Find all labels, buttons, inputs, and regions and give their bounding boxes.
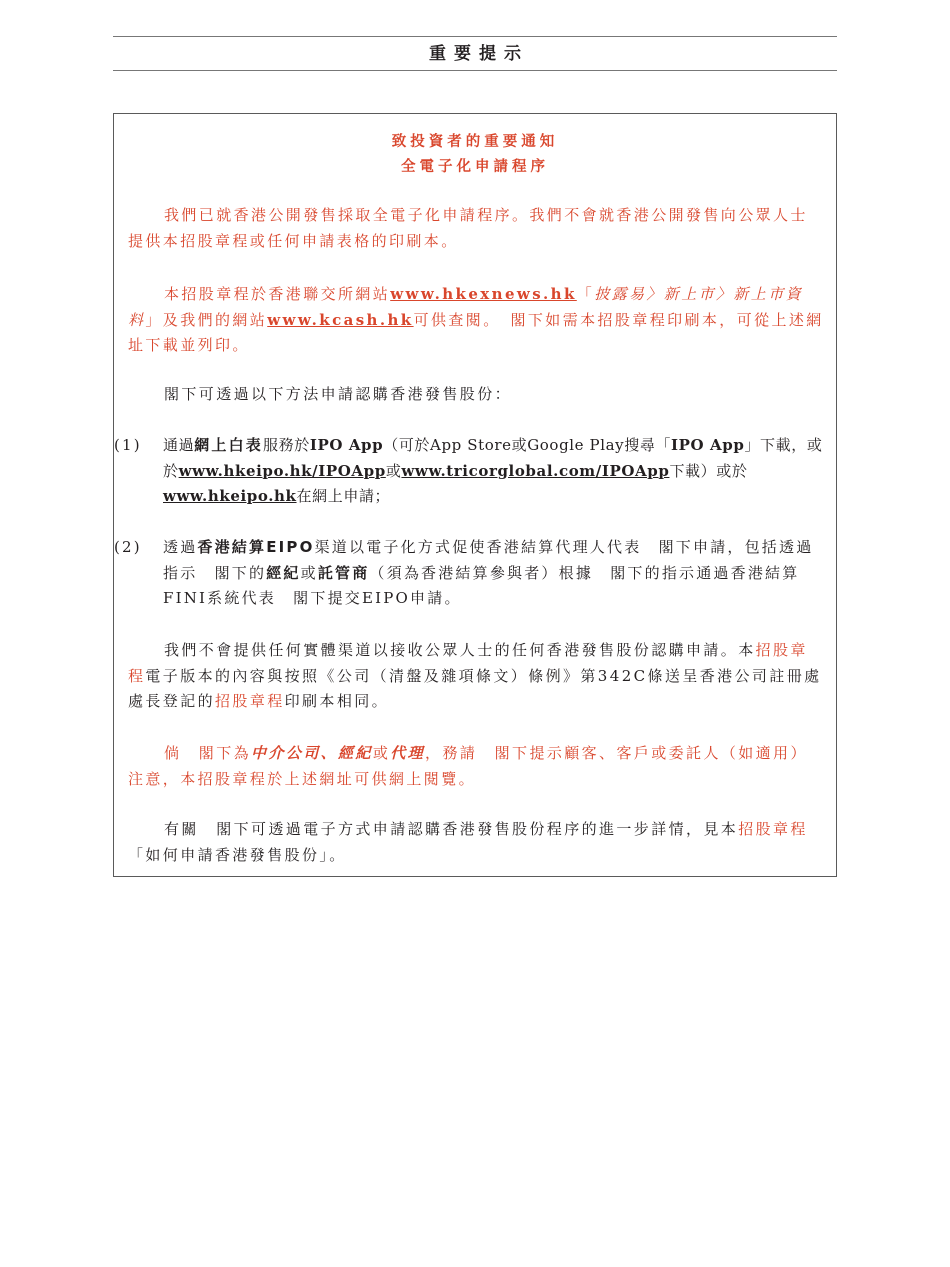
method-item-2: (2) 透過香港結算EIPO渠道以電子化方式促使香港結算代理人代表 閣下申請，包括透過指示 閣下的經紀或託管商（須為香港結算參與者）根據 閣下的指示通過香港結算FINI系統代表 閣下提交EIPO申請。 [163, 535, 824, 612]
broker-label: 經紀 [266, 563, 301, 582]
hkeipo-link[interactable]: www.hkeipo.hk [163, 487, 297, 505]
kcash-link[interactable]: www.kcash.hk [267, 310, 414, 329]
notice-paragraph-5: 倘 閣下為中介公司、經紀或代理，務請 閣下提示顧客、客戶或委託人（如適用）注意，本招股章程於上述網址可供網上閱覽。 [128, 744, 808, 788]
method-item-1: (1) 通過網上白表服務於IPO App（可於App Store或Google Play搜尋「IPO App」下載，或於www.hkeipo.hk/IPOApp或www.tricorglobal.com/IPOApp下載）或於www.hkeipo.hk在網上申請； [163, 433, 824, 510]
notice-title: 致投資者的重要通知 [391, 134, 559, 150]
hkeipo-ipoapp-link[interactable]: www.hkeipo.hk/IPOApp [178, 461, 386, 480]
investor-notice-box [113, 113, 837, 877]
hkexnews-link[interactable]: www.hkexnews.hk [390, 285, 577, 303]
method-item-1-number: (1) [114, 436, 142, 454]
notice-paragraph-6: 有關 閣下可透過電子方式申請認購香港發售股份程序的進一步詳情，見本招股章程「如何申請香港發售股份」。 [128, 820, 808, 864]
hkscc-eipo-label: 香港結算EIPO [197, 538, 315, 556]
white-form-label: 網上白表 [194, 436, 264, 454]
notice-paragraph-3: 閣下可透過以下方法申請認購香港發售股份： [164, 385, 513, 403]
notice-paragraph-2: 本招股章程於香港聯交所網站www.hkexnews.hk「披露易〉新上市〉新上市資料」及我們的網站www.kcash.hk可供查閱。 閣下如需本招股章程印刷本，可從上述網址下載並列印。 [128, 285, 824, 354]
custodian-label: 託管商 [317, 563, 370, 582]
hkexnews-path: 披露易〉新上市〉新上市資料 [128, 285, 803, 329]
notice-paragraph-4: 我們不會提供任何實體渠道以接收公眾人士的任何香港發售股份認購申請。本招股章程電子版本的內容與按照《公司（清盤及雜項條文）條例》第342C條送呈香港公司註冊處處長登記的招股章程印刷本相同。 [128, 641, 822, 710]
notice-paragraph-1: 我們已就香港公開發售採取全電子化申請程序。我們不會就香港公開發售向公眾人士提供本招股章程或任何申請表格的印刷本。 [128, 206, 808, 250]
method-item-2-number: (2) [114, 538, 142, 556]
tricorglobal-link[interactable]: www.tricorglobal.com/IPOApp [401, 461, 670, 480]
page-header-title: 重要提示 [113, 36, 837, 71]
notice-subtitle: 全電子化申請程序 [401, 159, 549, 175]
